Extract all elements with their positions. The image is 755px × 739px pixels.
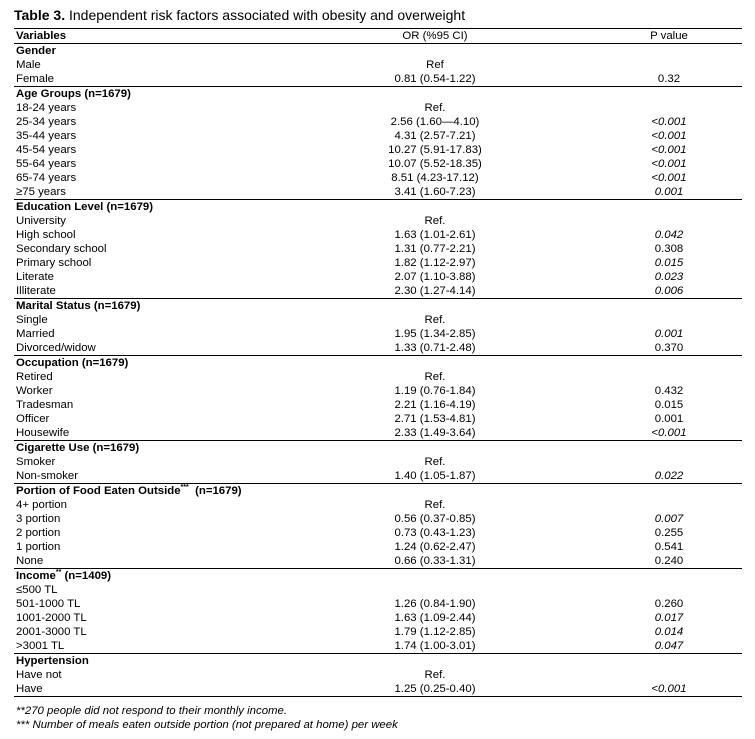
group-name: Education Level (n=1679) [16, 201, 154, 213]
group-name: Cigarette Use (n=1679) [16, 442, 140, 454]
header-variables: Variables [14, 29, 274, 44]
table-row [14, 256, 742, 270]
p-value-cell [594, 455, 742, 469]
odds-ratio-cell: 2.56 (1.60—4.10) [390, 116, 480, 128]
p-value-cell: 0.001 [654, 186, 684, 198]
p-value-cell: 0.370 [654, 342, 684, 354]
p-value-cell: <0.001 [651, 172, 687, 184]
table-row [14, 270, 742, 284]
group-header-row [14, 484, 742, 499]
table-row [14, 214, 742, 228]
p-value-cell: 0.255 [654, 527, 684, 539]
row-label: Tradesman [16, 399, 74, 411]
table-row [14, 639, 742, 654]
row-label: Smoker [16, 456, 56, 468]
odds-ratio-cell: 10.27 (5.91-17.83) [388, 144, 482, 156]
odds-ratio-cell: 1.63 (1.01-2.61) [394, 229, 476, 241]
table-row [14, 682, 742, 697]
row-label: 1001-2000 TL [16, 612, 87, 624]
p-value-cell [594, 214, 742, 228]
odds-ratio-cell: 3.41 (1.60-7.23) [394, 186, 476, 198]
row-label: Housewife [16, 427, 70, 439]
p-value-cell: <0.001 [651, 144, 687, 156]
odds-ratio-cell: 1.63 (1.09-2.44) [394, 612, 476, 624]
row-label: Officer [16, 413, 50, 425]
group-header-row [14, 200, 742, 215]
p-value-cell: 0.001 [654, 328, 684, 340]
table-row [14, 313, 742, 327]
table-row [14, 72, 742, 87]
p-value-cell [594, 58, 742, 72]
odds-ratio-cell: Ref. [424, 215, 446, 227]
group-header-row [14, 87, 742, 102]
table-row [14, 284, 742, 299]
row-label: 25-34 years [16, 116, 77, 128]
row-label: >3001 TL [16, 640, 65, 652]
odds-ratio-cell: 10.07 (5.52-18.35) [388, 158, 482, 170]
odds-ratio-cell: Ref. [424, 499, 446, 511]
p-value-cell [594, 370, 742, 384]
table-row [14, 583, 742, 597]
row-label: University [16, 215, 67, 227]
table-row [14, 540, 742, 554]
p-value-cell: <0.001 [651, 427, 687, 439]
row-label: ≥75 years [16, 186, 66, 198]
table-row [14, 412, 742, 426]
p-value-cell: 0.541 [654, 541, 684, 553]
row-label: High school [16, 229, 76, 241]
footnote-marker: *** [180, 484, 189, 492]
odds-ratio-cell: 2.21 (1.16-4.19) [394, 399, 476, 411]
p-value-cell: 0.042 [654, 229, 684, 241]
odds-ratio-cell: 2.33 (1.49-3.64) [394, 427, 476, 439]
odds-ratio-cell: 0.66 (0.33-1.31) [394, 555, 476, 567]
row-label: 2 portion [16, 527, 61, 539]
row-label: Female [16, 73, 54, 85]
row-label: ≤500 TL [16, 584, 58, 596]
table-row [14, 426, 742, 441]
footnote-food: *** Number of meals eaten outside portion (not prepared at home) per week [16, 719, 398, 731]
odds-ratio-cell: Ref. [424, 456, 446, 468]
row-label: 45-54 years [16, 144, 77, 156]
group-header [14, 654, 742, 669]
group-header [14, 87, 742, 102]
table-caption [14, 6, 465, 24]
table-row [14, 384, 742, 398]
row-label: Retired [16, 371, 53, 383]
table-number: Table 3. [14, 7, 66, 23]
p-value-cell: 0.047 [654, 640, 684, 652]
footnote-income: **270 people did not respond to their monthly income. [16, 705, 288, 717]
odds-ratio-cell: 0.56 (0.37-0.85) [394, 513, 476, 525]
p-value-cell: 0.014 [654, 626, 684, 638]
group-header [14, 299, 742, 314]
table-row [14, 398, 742, 412]
odds-ratio-cell: 4.31 (2.57-7.21) [394, 130, 476, 142]
table-row [14, 143, 742, 157]
row-label: 65-74 years [16, 172, 77, 184]
odds-ratio-cell: 1.40 (1.05-1.87) [394, 470, 476, 482]
odds-ratio-cell: Ref. [424, 102, 446, 114]
p-value-cell: <0.001 [651, 116, 687, 128]
p-value-cell: 0.006 [654, 285, 684, 297]
table-row [14, 157, 742, 171]
group-name: Age Groups (n=1679) [16, 88, 131, 100]
header-p-value: P value [594, 29, 742, 44]
odds-ratio-cell: 1.24 (0.62-2.47) [394, 541, 476, 553]
table-row [14, 597, 742, 611]
table-row [14, 498, 742, 512]
p-value-cell [594, 583, 742, 597]
table-row [14, 455, 742, 469]
odds-ratio-cell: 1.82 (1.12-2.97) [394, 257, 476, 269]
table-row [14, 512, 742, 526]
group-header-row [14, 441, 742, 456]
p-value-cell: 0.015 [654, 399, 684, 411]
row-label: Male [16, 59, 41, 71]
row-label: 501-1000 TL [16, 598, 81, 610]
risk-factor-table [14, 28, 742, 697]
group-header-row [14, 299, 742, 314]
row-label: Literate [16, 271, 54, 283]
p-value-cell: 0.015 [654, 257, 684, 269]
table-row [14, 469, 742, 484]
row-label: 3 portion [16, 513, 61, 525]
header-or: OR (%95 CI) [274, 29, 594, 44]
table-row [14, 668, 742, 682]
odds-ratio-cell: Ref. [424, 669, 446, 681]
table-body [14, 44, 742, 697]
table-row [14, 171, 742, 185]
p-value-cell [594, 668, 742, 682]
group-header [14, 569, 742, 584]
row-label: Have [14, 682, 274, 697]
p-value-cell [594, 498, 742, 512]
group-name: Marital Status (n=1679) [16, 300, 141, 312]
row-label: Have not [16, 669, 62, 681]
odds-ratio-cell: 2.71 (1.53-4.81) [394, 413, 476, 425]
group-name: Income [16, 570, 56, 582]
group-name: Portion of Food Eaten Outside [16, 485, 181, 497]
group-header-row [14, 654, 742, 669]
p-value-cell [594, 313, 742, 327]
row-label: None [16, 555, 44, 567]
odds-ratio-cell: Ref. [424, 371, 446, 383]
p-value-cell [594, 101, 742, 115]
row-label: 4+ portion [16, 499, 67, 511]
row-label: Illiterate [16, 285, 56, 297]
group-header [14, 200, 742, 215]
footnotes [16, 704, 398, 732]
odds-ratio-cell: 2.30 (1.27-4.14) [394, 285, 476, 297]
row-label: Secondary school [16, 243, 107, 255]
odds-ratio-cell: 1.26 (0.84-1.90) [394, 598, 476, 610]
group-sample-size: (n=1409) [61, 570, 112, 582]
row-label: Divorced/widow [16, 342, 96, 354]
odds-ratio-cell: 1.33 (0.71-2.48) [394, 342, 476, 354]
group-header-row [14, 569, 742, 584]
group-header [14, 356, 742, 371]
p-value-cell: 0.022 [654, 470, 684, 482]
row-label: 1 portion [16, 541, 61, 553]
row-label: Primary school [16, 257, 92, 269]
odds-ratio-cell [274, 583, 594, 597]
odds-ratio-cell: 1.19 (0.76-1.84) [394, 385, 476, 397]
p-value-cell: 0.260 [654, 598, 684, 610]
odds-ratio-cell: Ref. [424, 314, 446, 326]
header-row [14, 29, 742, 44]
group-header-row [14, 44, 742, 59]
table-row [14, 115, 742, 129]
group-header [14, 484, 742, 499]
odds-ratio-cell: 1.95 (1.34-2.85) [394, 328, 476, 340]
table-row [14, 611, 742, 625]
row-label: 55-64 years [16, 158, 77, 170]
group-header [14, 44, 742, 59]
p-value-cell: 0.240 [654, 555, 684, 567]
p-value-cell: 0.001 [654, 413, 684, 425]
footnote-marker: ** [55, 569, 62, 577]
group-header-row [14, 356, 742, 371]
odds-ratio-cell: 0.73 (0.43-1.23) [394, 527, 476, 539]
odds-ratio-cell: 1.25 (0.25-0.40) [274, 682, 594, 697]
table-row [14, 228, 742, 242]
table-row [14, 625, 742, 639]
odds-ratio-cell: 2.07 (1.10-3.88) [394, 271, 476, 283]
p-value-cell: 0.023 [654, 271, 684, 283]
group-name: Gender [16, 45, 56, 57]
odds-ratio-cell: 1.31 (0.77-2.21) [394, 243, 476, 255]
table-row [14, 58, 742, 72]
p-value-cell: <0.001 [594, 682, 742, 697]
p-value-cell: 0.432 [654, 385, 684, 397]
p-value-cell: <0.001 [651, 158, 687, 170]
row-label: Worker [16, 385, 53, 397]
table-row [14, 185, 742, 200]
table-row [14, 370, 742, 384]
p-value-cell: 0.308 [654, 243, 684, 255]
p-value-cell: <0.001 [651, 130, 687, 142]
table-row [14, 526, 742, 540]
row-label: Non-smoker [16, 470, 79, 482]
row-label: 35-44 years [16, 130, 77, 142]
group-name: Hypertension [16, 655, 89, 667]
table-row [14, 341, 742, 356]
p-value-cell: 0.007 [654, 513, 684, 525]
table-title: Independent risk factors associated with obesity and overweight [68, 7, 466, 23]
table-row [14, 129, 742, 143]
row-label: Married [16, 328, 55, 340]
p-value-cell: 0.32 [657, 73, 681, 85]
table-row [14, 327, 742, 341]
group-header [14, 441, 742, 456]
group-name: Occupation (n=1679) [16, 357, 129, 369]
p-value-cell: 0.017 [654, 612, 684, 624]
group-sample-size: (n=1679) [195, 485, 242, 497]
table-row [14, 242, 742, 256]
table-row [14, 554, 742, 569]
odds-ratio-cell: 1.79 (1.12-2.85) [394, 626, 476, 638]
table-row [14, 101, 742, 115]
row-label: Single [16, 314, 48, 326]
row-label: 2001-3000 TL [16, 626, 87, 638]
odds-ratio-cell: 8.51 (4.23-17.12) [391, 172, 479, 184]
row-label: 18-24 years [16, 102, 77, 114]
odds-ratio-cell: 1.74 (1.00-3.01) [394, 640, 476, 652]
odds-ratio-cell: Ref [426, 59, 444, 71]
odds-ratio-cell: 0.81 (0.54-1.22) [394, 73, 476, 85]
